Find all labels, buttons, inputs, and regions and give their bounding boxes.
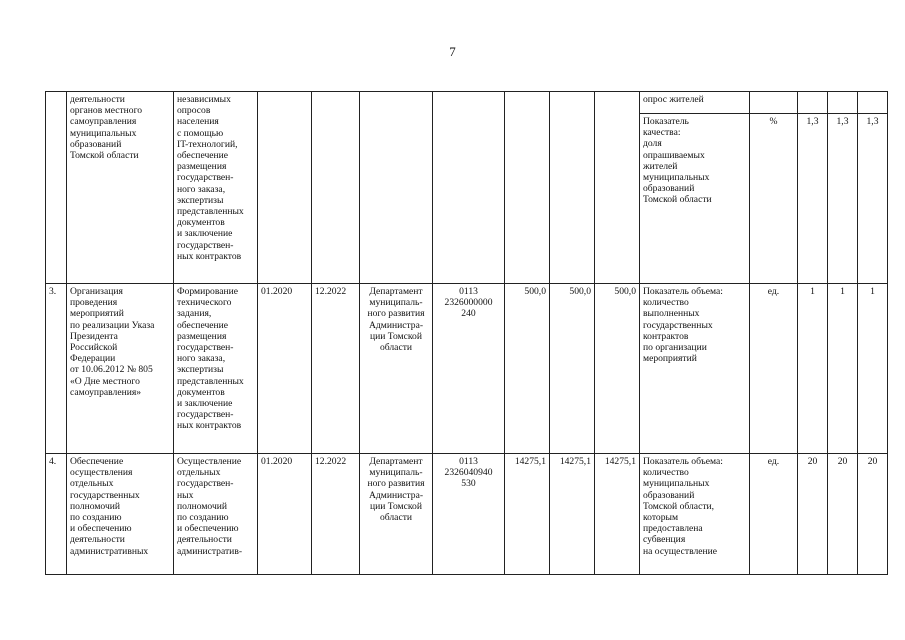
start-date-cell: 01.2020 xyxy=(258,284,312,454)
action-cell: Осуществление отдельных государствен- ных полномочий по созданию и обеспечению деятельности административ- xyxy=(174,454,258,575)
value-2021-cell: 1,3 xyxy=(828,114,858,284)
funding-2020-cell: 500,0 xyxy=(505,284,550,454)
value-2021-cell: 1 xyxy=(828,284,858,454)
budget-code-cell: 0113 2326000000 240 xyxy=(433,284,505,454)
indicator-cell: Показатель объема: количество выполненных государственных контрактов по организации мероприятий xyxy=(640,284,750,454)
program-table xyxy=(45,91,888,575)
table-row xyxy=(46,92,888,114)
row-number-cell: 3. xyxy=(46,284,67,454)
value-2020-cell: 20 xyxy=(798,454,828,575)
end-date-cell: 12.2022 xyxy=(312,284,360,454)
action-cell: независимых опросов населения с помощью IT-технологий, обеспечение размещения государствен- ного заказа, экспертизы представленных документов и заключение государствен- ных контрактов xyxy=(174,92,258,284)
start-date-cell xyxy=(258,92,312,284)
executor-cell: Департамент муниципаль- ного развития Администра- ции Томской области xyxy=(360,454,433,575)
value-2022-cell: 20 xyxy=(858,454,888,575)
unit-cell xyxy=(750,92,798,114)
funding-2021-cell: 14275,1 xyxy=(550,454,595,575)
funding-2022-cell: 500,0 xyxy=(595,284,640,454)
page-number: 7 xyxy=(449,44,456,59)
budget-code-cell xyxy=(433,92,505,284)
value-2020-cell: 1,3 xyxy=(798,114,828,284)
value-2022-cell: 1,3 xyxy=(858,114,888,284)
start-date-cell: 01.2020 xyxy=(258,454,312,575)
value-2020-cell: 1 xyxy=(798,284,828,454)
budget-code-cell: 0113 2326040940 530 xyxy=(433,454,505,575)
value-2022-cell xyxy=(858,92,888,114)
action-cell: Формирование технического задания, обеспечение размещения государствен- ного заказа, экспертизы представленных документов и заключение государствен- ных контрактов xyxy=(174,284,258,454)
end-date-cell: 12.2022 xyxy=(312,454,360,575)
indicator-cell: Показатель объема: количество муниципальных образований Томской области, которым предоставлена субвенция на осуществление xyxy=(640,454,750,575)
indicator-cell: опрос жителей xyxy=(640,92,750,114)
funding-2022-cell xyxy=(595,92,640,284)
value-2021-cell: 20 xyxy=(828,454,858,575)
unit-cell: % xyxy=(750,114,798,284)
row-number-cell xyxy=(46,92,67,284)
executor-cell xyxy=(360,92,433,284)
funding-2021-cell xyxy=(550,92,595,284)
value-2021-cell xyxy=(828,92,858,114)
event-name-cell: Организация проведения мероприятий по реализации Указа Президента Российской Федерации от 10.06.2012 № 805 «О Дне местного самоуправления» xyxy=(67,284,174,454)
table-row xyxy=(46,284,888,454)
funding-2020-cell: 14275,1 xyxy=(505,454,550,575)
unit-cell: ед. xyxy=(750,284,798,454)
event-name-cell: деятельности органов местного самоуправления муниципальных образований Томской области xyxy=(67,92,174,284)
value-2022-cell: 1 xyxy=(858,284,888,454)
value-2020-cell xyxy=(798,92,828,114)
indicator-cell: Показатель качества: доля опрашиваемых жителей муниципальных образований Томской области xyxy=(640,114,750,284)
table-row xyxy=(46,454,888,575)
end-date-cell xyxy=(312,92,360,284)
row-number-cell: 4. xyxy=(46,454,67,575)
unit-cell: ед. xyxy=(750,454,798,575)
funding-2020-cell xyxy=(505,92,550,284)
funding-2021-cell: 500,0 xyxy=(550,284,595,454)
event-name-cell: Обеспечение осуществления отдельных государственных полномочий по созданию и обеспечению деятельности административных xyxy=(67,454,174,575)
funding-2022-cell: 14275,1 xyxy=(595,454,640,575)
executor-cell: Департамент муниципаль- ного развития Администра- ции Томской области xyxy=(360,284,433,454)
